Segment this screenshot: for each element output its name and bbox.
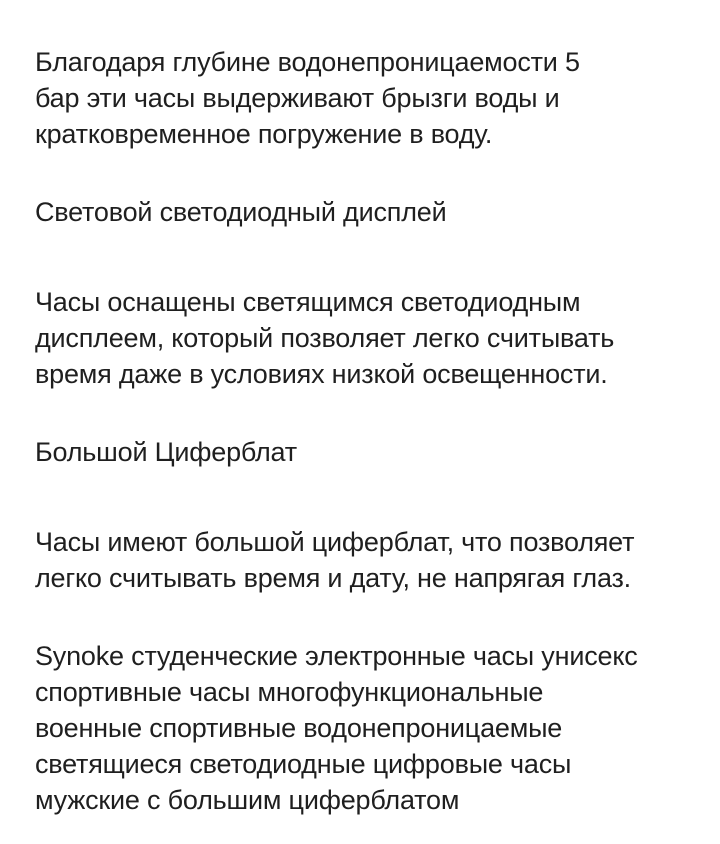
text-line: кратковременное погружение в воду. (35, 119, 493, 149)
heading-large-dial (35, 434, 297, 470)
paragraph-led-display (35, 284, 614, 392)
paragraph-large-dial (35, 524, 634, 596)
text-line: спортивные часы многофункциональные (35, 677, 544, 707)
text-line: Благодаря глубине водонепроницаемости 5 (35, 47, 580, 77)
text-line: дисплеем, который позволяет легко считывать (35, 323, 615, 353)
text-line: Часы оснащены светящимся светодиодным (35, 287, 581, 317)
text-line: мужские с большим циферблатом (35, 785, 460, 815)
text-line: бар эти часы выдерживают брызги воды и (35, 83, 560, 113)
text-line: Synoke студенческие электронные часы унисекс (35, 641, 638, 671)
text-line: легко считывать время и дату, не напрягая глаз. (35, 563, 631, 593)
paragraph-water-resistance (35, 44, 580, 152)
text-line: военные спортивные водонепроницаемые (35, 713, 563, 743)
text-line: Часы имеют большой циферблат, что позволяет (35, 527, 635, 557)
paragraph-product-title (35, 638, 638, 818)
text-line: Световой светодиодный дисплей (35, 197, 447, 227)
text-line: светящиеся светодиодные цифровые часы (35, 749, 572, 779)
heading-led-display (35, 194, 446, 230)
text-line: время даже в условиях низкой освещенности. (35, 359, 608, 389)
text-line: Большой Циферблат (35, 437, 297, 467)
